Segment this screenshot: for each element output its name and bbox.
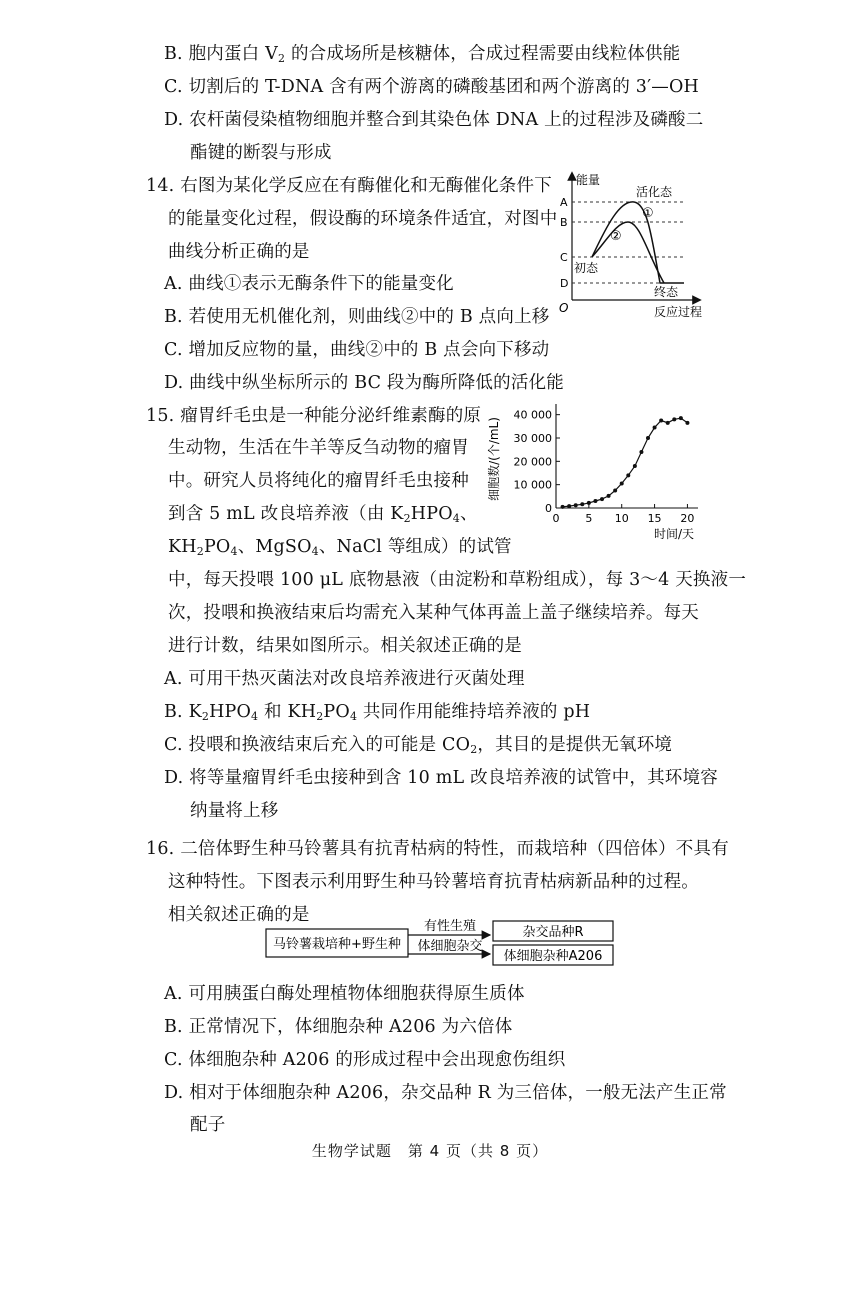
initial-state-label: 初态: [574, 261, 599, 275]
chart-data-point: [646, 436, 650, 440]
q14-option-d: D. 曲线中纵坐标所示的 BC 段为酶所降低的活化能: [164, 373, 564, 393]
q16-stem-line1: 16. 二倍体野生种马铃薯具有抗青枯病的特性，而栽培种（四倍体）不具有: [146, 839, 729, 859]
chart-y-label: 细胞数/(个/mL): [487, 417, 501, 501]
q14-option-b: B. 若使用无机催化剂，则曲线②中的 B 点向上移: [164, 307, 550, 327]
chart-data-point: [666, 421, 670, 425]
q15-option-a: A. 可用干热灭菌法对改良培养液进行灭菌处理: [164, 669, 525, 689]
level-a-label: A: [560, 196, 568, 209]
q16-stem-line2: 这种特性。下图表示利用野生种马铃薯培育抗青枯病新品种的过程。: [168, 872, 699, 892]
chart-data-point: [574, 503, 578, 507]
cell-growth-chart: [482, 396, 710, 554]
q14-stem-line1: 14. 右图为某化学反应在有酶催化和无酶催化条件下: [146, 176, 552, 196]
chart-data-point: [679, 416, 683, 420]
chart-y-tick-label: 30 000: [513, 432, 552, 445]
chart-series-line: [563, 418, 688, 507]
q14-stem-line2: 的能量变化过程，假设酶的环境条件适宜，对图中: [168, 209, 558, 229]
activated-state-label: 活化态: [636, 185, 673, 199]
q15-option-d-line1: D. 将等量瘤胃纤毛虫接种到含 10 mL 改良培养液的试管中，其环境容: [164, 768, 718, 788]
chart-data-point: [587, 501, 591, 505]
level-b-label: B: [560, 216, 568, 229]
q15-stem-line7: 次，投喂和换液结束后均需充入某种气体再盖上盖子继续培养。每天: [168, 603, 699, 623]
result-r-label: 杂交品种R: [522, 925, 584, 940]
chart-data-point: [672, 417, 676, 421]
q15-stem-line5: $KH_2PO_4$、MgSO$_4$、NaCl 等组成）的试管: [168, 537, 512, 558]
q16-option-d-line1: D. 相对于体细胞杂种 A206，杂交品种 R 为三倍体，一般无法产生正常: [164, 1083, 727, 1103]
energy-diagram: [552, 170, 722, 322]
q16-option-a: A. 可用胰蛋白酶处理植物体细胞获得原生质体: [164, 984, 525, 1004]
chart-y-tick-label: 40 000: [513, 408, 552, 422]
curve-1-label: ①: [642, 206, 654, 221]
path-sexual-label: 有性生殖: [423, 919, 477, 934]
source-box-label: 马铃薯栽培种+野生种: [273, 937, 401, 952]
level-c-label: C: [560, 251, 568, 264]
q16-option-b: B. 正常情况下，体细胞杂种 A206 为六倍体: [164, 1017, 513, 1037]
chart-data-point: [659, 419, 663, 423]
chart-y-tick-label: 0: [545, 502, 552, 515]
q14-option-c: C. 增加反应物的量，曲线②中的 B 点会向下移动: [164, 340, 550, 360]
curve-2: [592, 222, 664, 283]
q16-stem-line3: 相关叙述正确的是: [168, 905, 310, 925]
chart-data-point: [626, 473, 630, 477]
energy-x-axis-label: 反应过程: [654, 305, 703, 319]
q15-stem-line3: 中。研究人员将纯化的瘤胃纤毛虫接种: [168, 471, 469, 491]
chart-data-point: [600, 497, 604, 501]
chart-x-tick-label: 5: [585, 512, 593, 525]
q15-stem-line2: 生动物，生活在牛羊等反刍动物的瘤胃: [168, 438, 469, 458]
q13-option-c: C. 切割后的 T-DNA 含有两个游离的磷酸基团和两个游离的 3′—OH: [164, 77, 700, 97]
chart-data-point: [607, 494, 611, 498]
q13-option-d-line1: D. 农杆菌侵染植物细胞并整合到其染色体 DNA 上的过程涉及磷酸二: [164, 110, 704, 130]
chart-data-point: [561, 505, 565, 509]
q15-option-b: B. $K_2HPO_4$ 和 $KH_2PO_4$ 共同作用能维持培养液的 pH: [164, 702, 591, 723]
chart-data-point: [620, 482, 624, 486]
q14-option-a: A. 曲线①表示无酶条件下的能量变化: [164, 274, 454, 294]
chart-data-point: [685, 421, 689, 425]
page-footer: 生物学试题 第 4 页（共 8 页）: [311, 1142, 549, 1160]
chart-y-tick-label: 20 000: [513, 455, 552, 469]
chart-x-tick-label: 15: [647, 512, 662, 525]
chart-y-tick-label: 10 000: [513, 478, 552, 492]
q14-stem-line3: 曲线分析正确的是: [168, 242, 310, 262]
chart-data-point: [633, 464, 637, 468]
chart-data-point: [613, 489, 617, 493]
energy-y-axis-label: 能量: [576, 173, 601, 187]
q15-stem-line1: 15. 瘤胃纤毛虫是一种能分泌纤维素酶的原: [146, 406, 482, 426]
q16-option-c: C. 体细胞杂种 A206 的形成过程中会出现愈伤组织: [164, 1050, 566, 1070]
q16-option-d-line2: 配子: [190, 1115, 226, 1135]
curve-1: [592, 202, 684, 283]
result-a206-label: 体细胞杂种A206: [503, 949, 603, 964]
q15-stem-line8: 进行计数，结果如图所示。相关叙述正确的是: [168, 636, 522, 656]
q13-option-b: B. 胞内蛋白 $V_2$ 的合成场所是核糖体，合成过程需要由线粒体供能: [164, 44, 681, 65]
chart-x-tick-label: 20: [680, 512, 695, 525]
level-d-label: D: [560, 277, 569, 290]
chart-data-point: [567, 504, 571, 508]
chart-x-tick-label: 10: [614, 512, 629, 525]
q13-option-d-line2: 酯键的断裂与形成: [190, 143, 332, 163]
q15-option-d-line2: 纳量将上移: [190, 801, 279, 821]
curve-2-label: ②: [610, 229, 622, 244]
chart-x-tick-label: 0: [552, 512, 560, 525]
path-somatic-label: 体细胞杂交: [417, 939, 483, 954]
chart-x-label: 时间/天: [653, 527, 695, 541]
q15-stem-line4: 到含 5 mL 改良培养液（由 $K_2HPO_4$、: [168, 504, 478, 525]
chart-data-point: [580, 502, 584, 506]
energy-origin-label: O: [559, 301, 569, 315]
q15-stem-line6: 中，每天投喂 100 μL 底物悬液（由淀粉和草粉组成），每 3～4 天换液一: [168, 570, 747, 590]
chart-data-point: [653, 426, 657, 430]
q15-option-c: C. 投喂和换液结束后充入的可能是 $CO_2$，其目的是提供无氧环境: [164, 735, 673, 756]
chart-data-point: [639, 450, 643, 454]
breeding-flow-diagram: [264, 912, 626, 974]
final-state-label: 终态: [654, 285, 679, 299]
chart-data-point: [593, 499, 597, 503]
